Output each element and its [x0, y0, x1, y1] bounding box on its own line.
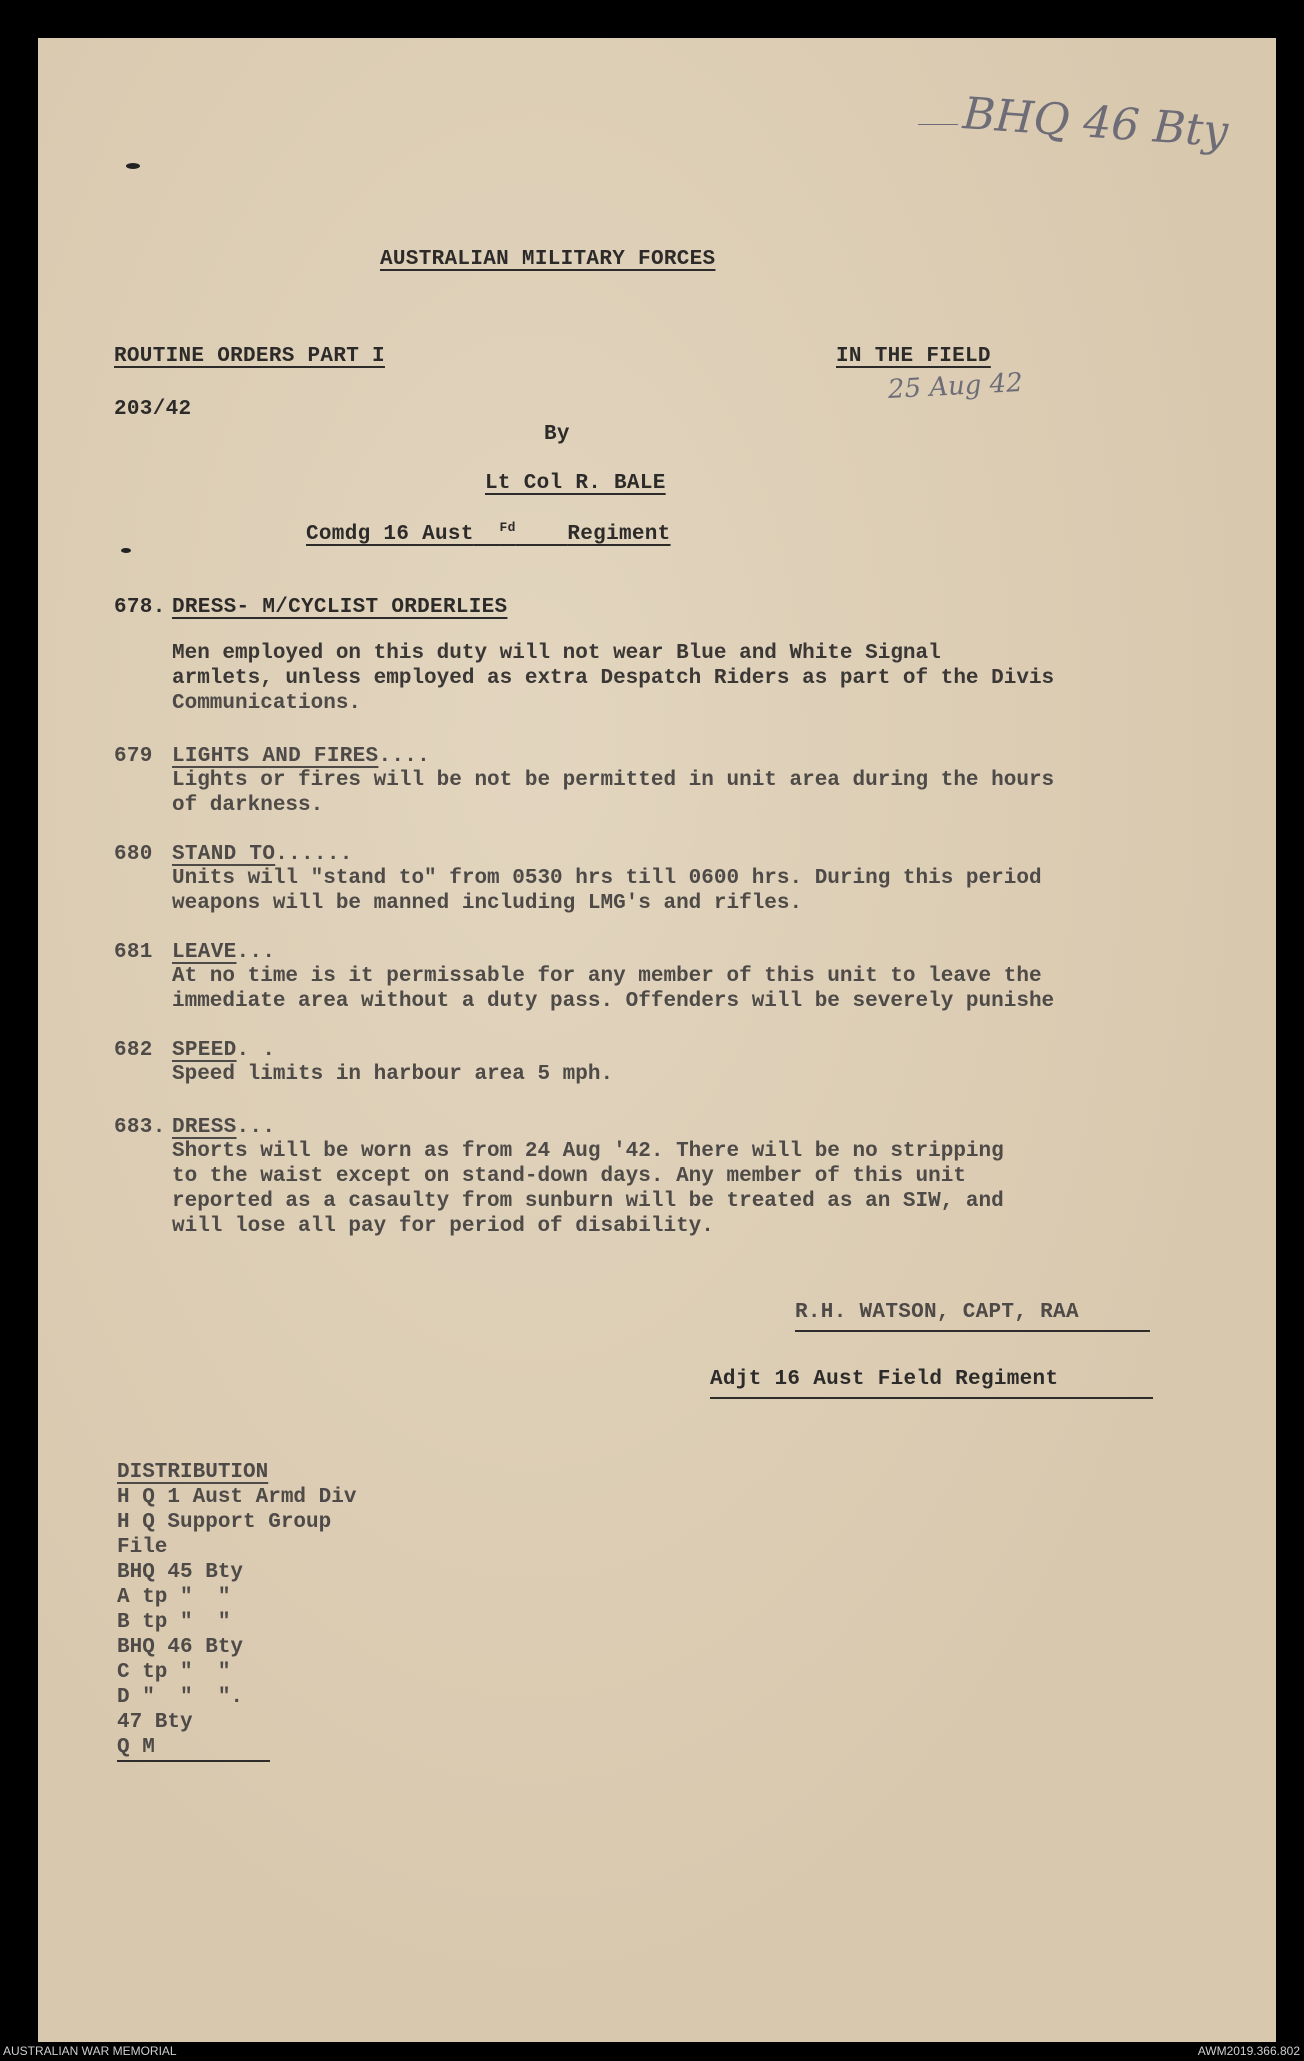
order-number-label: 679 [114, 745, 153, 768]
order-title-suffix: ... [236, 1116, 276, 1139]
signature-title: Adjt 16 Aust Field Regiment [710, 1368, 1059, 1391]
distribution-end-rule [117, 1760, 270, 1762]
order-title: DRESS [172, 1116, 237, 1139]
order-number: 203/42 [114, 398, 192, 421]
order-number-label: 680 [114, 843, 153, 866]
order-title-suffix: ... [236, 941, 276, 964]
order-line: will lose all pay for period of disability. [172, 1215, 714, 1238]
officer-name: Lt Col R. BALE [485, 472, 666, 495]
order-heading [172, 1116, 275, 1139]
order-title: LEAVE [172, 941, 237, 964]
order-line: Lights or fires will be not be permitted in unit area during the hours [172, 769, 1055, 792]
distribution-item: BHQ 45 Bty [117, 1561, 244, 1584]
order-line: reported as a casaulty from sunburn will be treated as an SIW, and [172, 1190, 1004, 1213]
order-line: immediate area without a duty pass. Offenders will be severely punishe [172, 990, 1055, 1013]
location: IN THE FIELD [836, 345, 991, 368]
distribution-item: H Q 1 Aust Armd Div [117, 1486, 357, 1509]
handwritten-date: 25 Aug 42 [887, 367, 1024, 405]
signature-title-rule [710, 1397, 1153, 1399]
by-label: By [544, 423, 570, 446]
order-title: LIGHTS AND FIRES [172, 745, 379, 768]
order-title-suffix: .... [378, 745, 431, 768]
order-line: Communications. [172, 692, 362, 715]
footer-credit: AUSTRALIAN WAR MEMORIAL [3, 2044, 177, 2058]
order-number-label: 678. [114, 596, 166, 619]
order-line: Shorts will be worn as from 24 Aug '42. There will be no stripping [172, 1140, 1004, 1163]
handwritten-stroke [918, 124, 958, 125]
punch-hole-mark [121, 548, 131, 553]
order-heading [172, 843, 353, 866]
distribution-item: C tp " " [117, 1661, 231, 1684]
order-line: armlets, unless employed as extra Despatch Riders as part of the Divis [172, 667, 1055, 690]
handwritten-annotation: BHQ 46 Bty [961, 88, 1230, 158]
distribution-item: Q M [117, 1736, 155, 1759]
distribution-heading: DISTRIBUTION [117, 1461, 269, 1484]
order-line: to the waist except on stand-down days. Any member of this unit [172, 1165, 966, 1188]
distribution-item: D " " ". [117, 1686, 244, 1709]
command-suffix: Regiment [567, 523, 671, 546]
distribution-item: H Q Support Group [117, 1511, 332, 1534]
distribution-item: B tp " " [117, 1611, 231, 1634]
distribution-item: 47 Bty [117, 1711, 193, 1734]
distribution-item: File [117, 1536, 168, 1559]
punch-hole-mark [126, 163, 140, 169]
distribution-item: A tp " " [117, 1586, 231, 1609]
order-line: Men employed on this duty will not wear Blue and White Signal [172, 642, 941, 665]
order-line: Units will "stand to" from 0530 hrs till 0600 hrs. During this period [172, 867, 1042, 890]
order-line: of darkness. [172, 794, 324, 817]
order-title: DRESS- M/CYCLIST ORDERLIES [172, 596, 508, 619]
doc-type: ROUTINE ORDERS PART I [114, 345, 385, 368]
order-number-label: 682 [114, 1039, 153, 1062]
order-line: Speed limits in harbour area 5 mph. [172, 1063, 614, 1086]
distribution-item: BHQ 46 Bty [117, 1636, 244, 1659]
order-title-suffix: . . [236, 1039, 276, 1062]
order-title-suffix: ...... [275, 843, 353, 866]
command-line [306, 520, 671, 546]
order-heading [172, 745, 430, 768]
order-line: At no time is it permissable for any member of this unit to leave the [172, 965, 1042, 988]
order-heading [172, 941, 275, 964]
order-heading [172, 1039, 275, 1062]
signature-rule [795, 1330, 1150, 1332]
command-superscript: Fd [499, 520, 516, 535]
order-number-label: 683. [114, 1116, 166, 1139]
order-title: SPEED [172, 1039, 237, 1062]
document-page [38, 38, 1276, 2042]
order-number-label: 681 [114, 941, 153, 964]
org-heading: AUSTRALIAN MILITARY FORCES [380, 248, 716, 271]
order-line: weapons will be manned including LMG's and rifles. [172, 892, 803, 915]
command-prefix: Comdg 16 Aust [306, 523, 474, 546]
signature-name: R.H. WATSON, CAPT, RAA [795, 1301, 1079, 1324]
order-title: STAND TO [172, 843, 276, 866]
footer-accession-number: AWM2019.366.802 [1197, 2044, 1300, 2058]
